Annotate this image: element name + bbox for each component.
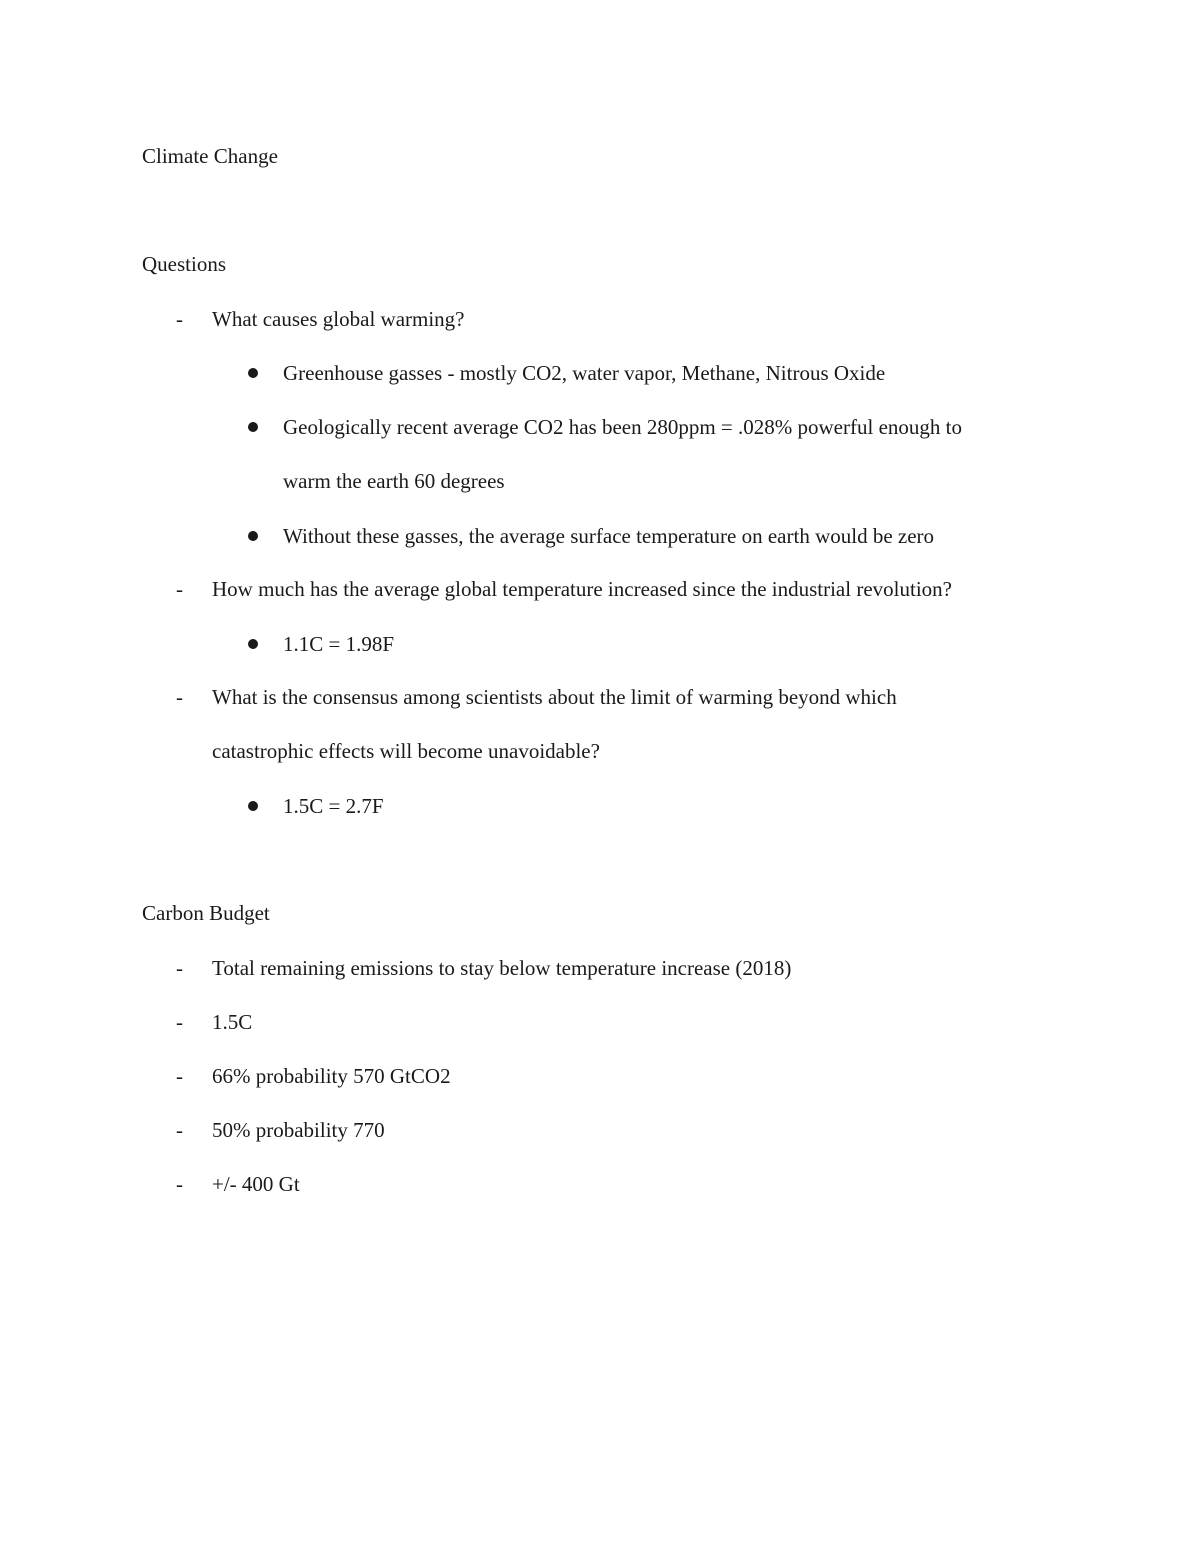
answer-item: 1.5C = 2.7F: [283, 794, 384, 818]
question-3-continuation: catastrophic effects will become unavoidable?: [212, 739, 600, 763]
question-1: What causes global warming?: [212, 307, 465, 331]
bullet-icon: [248, 639, 258, 649]
carbon-budget-heading: Carbon Budget: [142, 901, 270, 925]
dash-marker: -: [176, 1010, 183, 1034]
dash-marker: -: [176, 1064, 183, 1088]
bullet-icon: [248, 801, 258, 811]
dash-marker: -: [176, 577, 183, 601]
document-title: Climate Change: [142, 144, 278, 168]
answer-item: Without these gasses, the average surface temperature on earth would be zero: [283, 524, 935, 548]
list-item: 66% probability 570 GtCO2: [212, 1064, 451, 1088]
list-item: Total remaining emissions to stay below temperature increase (2018): [212, 956, 792, 980]
bullet-icon: [248, 368, 258, 378]
dash-marker: -: [176, 1118, 183, 1142]
dash-marker: -: [176, 685, 183, 709]
bullet-icon: [248, 422, 258, 432]
dash-marker: -: [176, 1172, 183, 1196]
answer-item: Greenhouse gasses - mostly CO2, water vapor, Methane, Nitrous Oxide: [283, 361, 886, 385]
answer-item: Geologically recent average CO2 has been 280ppm = .028% powerful enough to: [283, 415, 962, 439]
dash-marker: -: [176, 307, 183, 331]
question-2: How much has the average global temperature increased since the industrial revolution?: [212, 577, 952, 601]
list-item: 50% probability 770: [212, 1118, 385, 1142]
bullet-icon: [248, 531, 258, 541]
answer-item: 1.1C = 1.98F: [283, 632, 395, 656]
question-3: What is the consensus among scientists about the limit of warming beyond which: [212, 685, 897, 709]
list-item: +/- 400 Gt: [212, 1172, 300, 1196]
answer-item-continuation: warm the earth 60 degrees: [283, 469, 505, 493]
questions-heading: Questions: [142, 252, 226, 276]
list-item: 1.5C: [212, 1010, 253, 1034]
dash-marker: -: [176, 956, 183, 980]
